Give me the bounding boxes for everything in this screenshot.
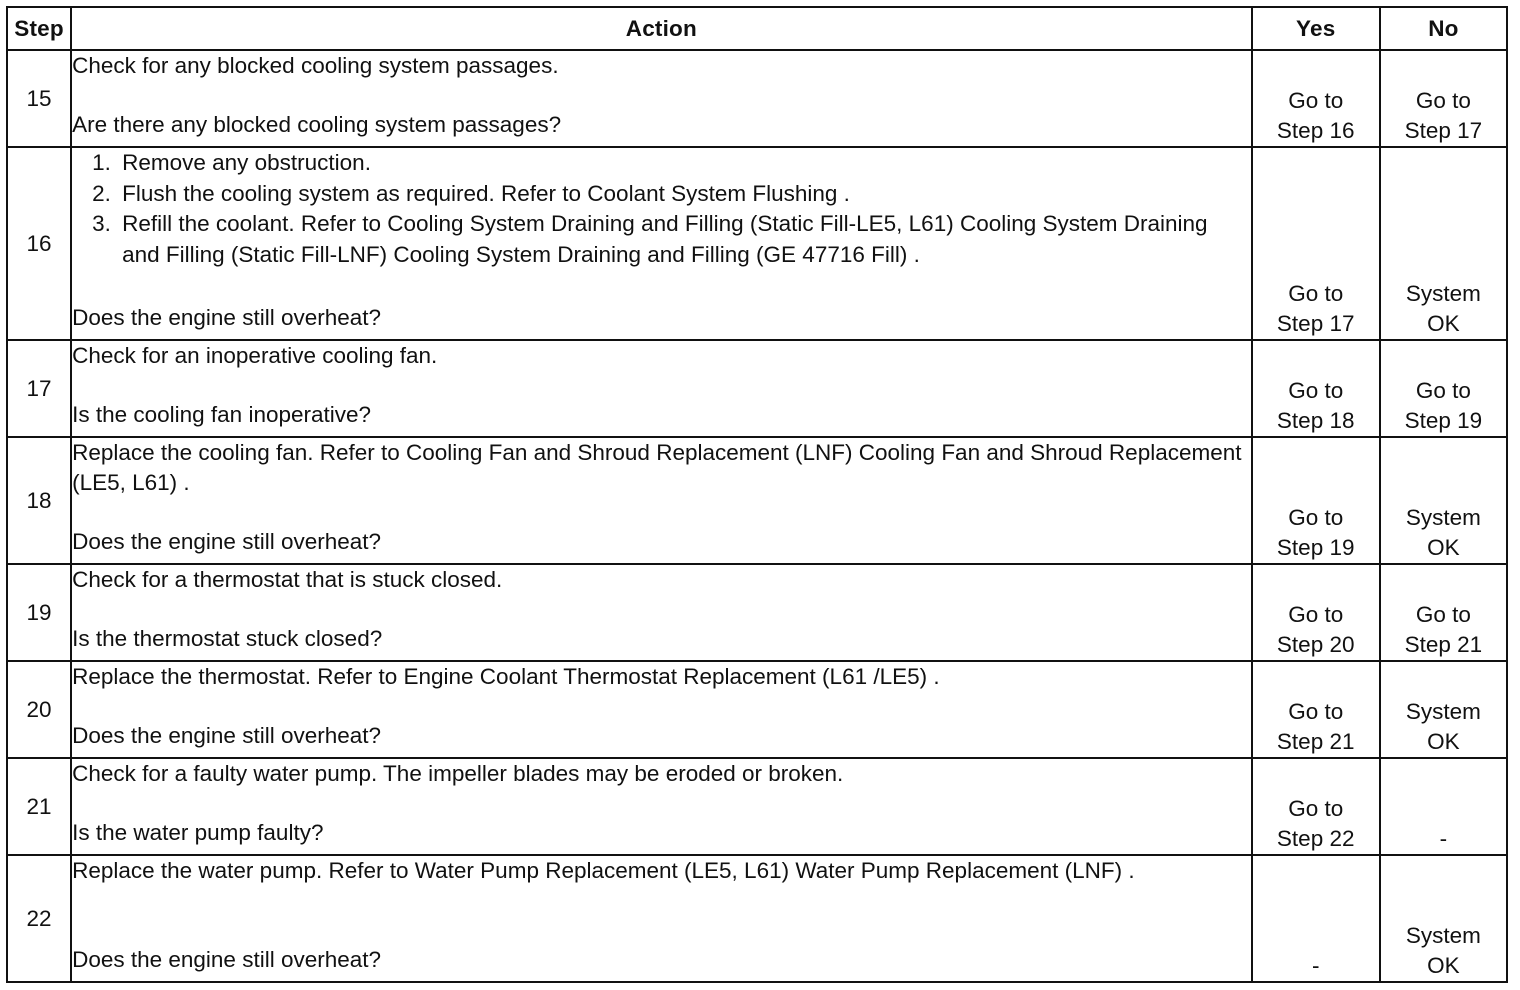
yes-link[interactable]: Go to Step 22 xyxy=(1276,796,1355,851)
question-text: Does the engine still overheat? xyxy=(72,947,382,972)
table-row xyxy=(7,758,1507,855)
no-cell xyxy=(1380,564,1507,661)
action-cell xyxy=(71,855,1252,982)
diagnostic-table xyxy=(6,6,1508,983)
table-row xyxy=(7,147,1507,340)
yes-link[interactable]: Go to Step 18 xyxy=(1276,378,1355,433)
instruction-text: Replace the thermostat. Refer to Engine Coolant Thermostat Replacement (L61 /LE5) . xyxy=(72,664,940,689)
yes-cell xyxy=(1252,437,1380,564)
table-row xyxy=(7,564,1507,661)
no-result: System OK xyxy=(1405,505,1481,560)
step-number: 22 xyxy=(7,855,71,982)
action-cell xyxy=(71,564,1252,661)
sub-step-list xyxy=(72,148,1251,270)
no-result: System OK xyxy=(1405,281,1481,336)
yes-link[interactable]: Go to Step 19 xyxy=(1276,505,1355,560)
table-row xyxy=(7,437,1507,564)
table-row xyxy=(7,50,1507,147)
instruction-text: Check for a thermostat that is stuck closed. xyxy=(72,567,503,592)
instruction-text: Replace the water pump. Refer to Water Pump Replacement (LE5, L61) Water Pump Replacement (LNF) . xyxy=(72,858,1135,883)
step-number: 17 xyxy=(7,340,71,437)
no-cell xyxy=(1380,340,1507,437)
question-text: Does the engine still overheat? xyxy=(72,529,382,554)
action-cell xyxy=(71,50,1252,147)
yes-link[interactable]: Go to Step 17 xyxy=(1276,281,1355,336)
instruction-text: Check for an inoperative cooling fan. xyxy=(72,343,438,368)
header-step: Step xyxy=(7,7,71,50)
no-cell xyxy=(1380,437,1507,564)
action-cell xyxy=(71,437,1252,564)
no-cell xyxy=(1380,147,1507,340)
instruction-text: Replace the cooling fan. Refer to Cooling Fan and Shroud Replacement (LNF) Cooling Fan and Shroud Replacement (LE5, L61) . xyxy=(72,440,1242,495)
sub-step: 2. Flush the cooling system as required. Refer to Coolant System Flushing . xyxy=(92,180,850,206)
table-row xyxy=(7,340,1507,437)
header-no: No xyxy=(1380,7,1507,50)
no-result: - xyxy=(1439,826,1448,851)
question-text: Is the cooling fan inoperative? xyxy=(72,402,372,427)
question-text: Are there any blocked cooling system passages? xyxy=(72,112,562,137)
yes-link[interactable]: Go to Step 21 xyxy=(1276,699,1355,754)
step-number: 18 xyxy=(7,437,71,564)
step-number: 15 xyxy=(7,50,71,147)
yes-cell xyxy=(1252,661,1380,758)
instruction-text: Check for a faulty water pump. The impeller blades may be eroded or broken. xyxy=(72,761,844,786)
question-text: Does the engine still overheat? xyxy=(72,723,382,748)
header-action: Action xyxy=(71,7,1252,50)
question-text: Does the engine still overheat? xyxy=(72,305,382,330)
question-text: Is the water pump faulty? xyxy=(72,820,324,845)
step-number: 16 xyxy=(7,147,71,340)
action-cell xyxy=(71,147,1252,340)
no-link[interactable]: Go to Step 19 xyxy=(1404,378,1483,433)
yes-cell xyxy=(1252,758,1380,855)
yes-cell xyxy=(1252,564,1380,661)
no-result: System OK xyxy=(1405,923,1481,978)
yes-link[interactable]: Go to Step 16 xyxy=(1276,88,1355,143)
yes-link[interactable]: Go to Step 20 xyxy=(1276,602,1355,657)
step-number: 19 xyxy=(7,564,71,661)
header-yes: Yes xyxy=(1252,7,1380,50)
yes-cell xyxy=(1252,50,1380,147)
no-cell xyxy=(1380,50,1507,147)
table-row xyxy=(7,661,1507,758)
yes-result: - xyxy=(1311,953,1320,978)
yes-cell xyxy=(1252,147,1380,340)
sub-step: 3. Refill the coolant. Refer to Cooling System Draining and Filling (Static Fill-LE5, L61) Cooling System Draining and Filling (Static Fill-LNF) Cooling System Draining and Filling (GE 47716 Fill) . xyxy=(92,211,1208,267)
yes-cell xyxy=(1252,340,1380,437)
no-cell xyxy=(1380,661,1507,758)
no-link[interactable]: Go to Step 21 xyxy=(1404,602,1483,657)
no-cell xyxy=(1380,855,1507,982)
yes-cell xyxy=(1252,855,1380,982)
no-link[interactable]: Go to Step 17 xyxy=(1404,88,1483,143)
action-cell xyxy=(71,661,1252,758)
table-row xyxy=(7,855,1507,982)
no-result: System OK xyxy=(1405,699,1481,754)
action-cell xyxy=(71,340,1252,437)
instruction-text: Check for any blocked cooling system passages. xyxy=(72,53,559,78)
step-number: 21 xyxy=(7,758,71,855)
question-text: Is the thermostat stuck closed? xyxy=(72,626,383,651)
step-number: 20 xyxy=(7,661,71,758)
action-cell xyxy=(71,758,1252,855)
header-row xyxy=(7,7,1507,50)
no-cell xyxy=(1380,758,1507,855)
sub-step: 1. Remove any obstruction. xyxy=(92,150,371,175)
